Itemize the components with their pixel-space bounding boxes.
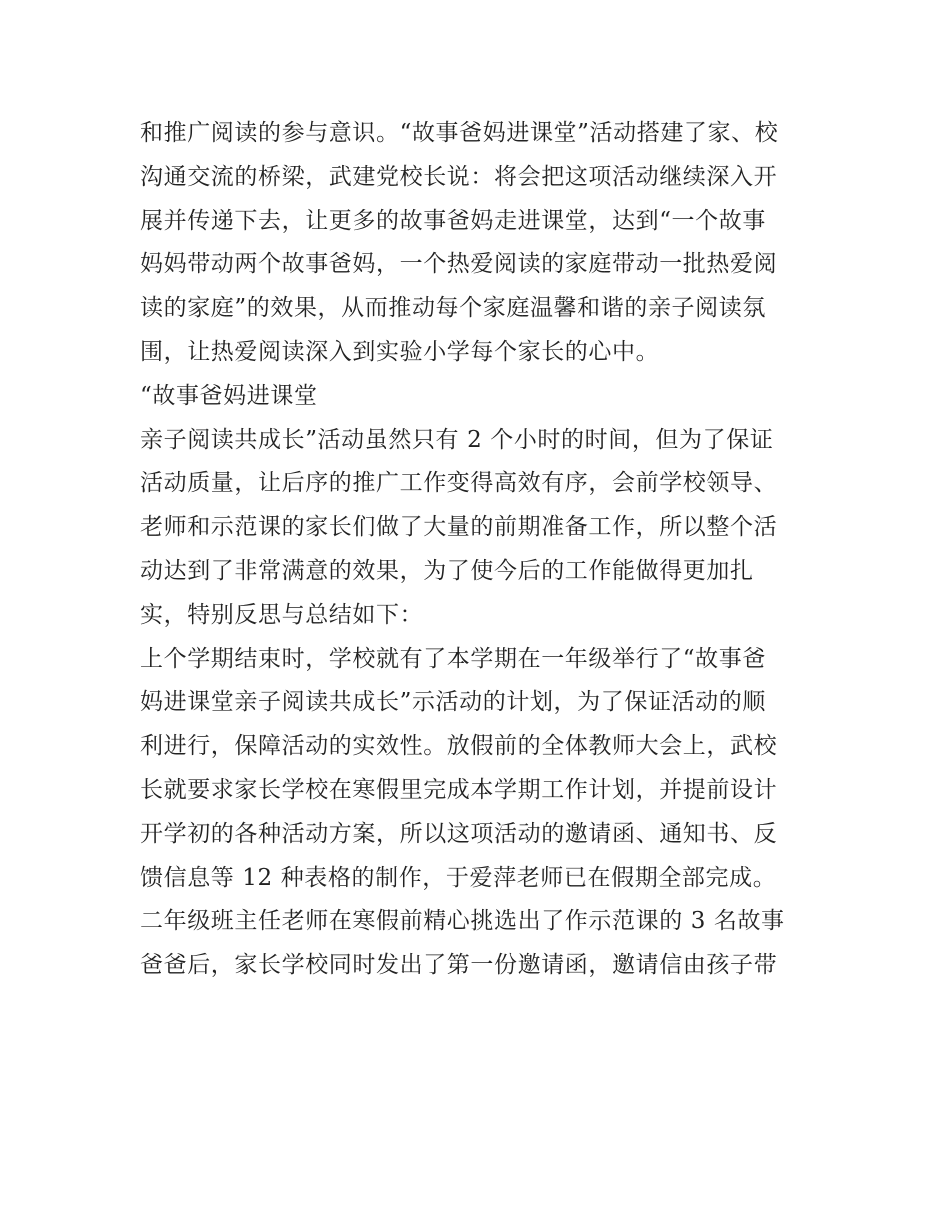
text-line: 亲子阅读共成长”活动虽然只有 2 个小时的时间，但为了保证: [140, 426, 774, 453]
text-line: 和推广阅读的参与意识。“故事爸妈进课堂”活动搭建了家、校: [140, 120, 779, 146]
text-line: 沟通交流的桥梁，武建党校长说：将会把这项活动继续深入开: [140, 163, 778, 190]
text-line: 妈妈带动两个故事爸妈，一个热爱阅读的家庭带动一批热爱阅: [140, 251, 778, 278]
text-line: 利进行，保障活动的实效性。放假前的全体教师大会上，武校: [140, 733, 778, 760]
text-line: 实，特别反思与总结如下：: [140, 601, 424, 628]
text-line: 动达到了非常满意的效果，为了使今后的工作能做得更加扎: [140, 557, 754, 584]
text-line: 爸爸后，家长学校同时发出了第一份邀请函，邀请信由孩子带: [140, 952, 778, 979]
text-line: 长就要求家长学校在寒假里完成本学期工作计划，并提前设计: [140, 776, 778, 803]
text-line: 围，让热爱阅读深入到实验小学每个家长的心中。: [140, 338, 660, 365]
text-line: 活动质量，让后序的推广工作变得高效有序，会前学校领导、: [140, 470, 778, 497]
body-text: [140, 112, 820, 988]
text-line: 开学初的各种活动方案，所以这项活动的邀请函、通知书、反: [140, 820, 778, 847]
text-line: 读的家庭”的效果，从而推动每个家庭温馨和谐的亲子阅读氛: [140, 295, 766, 322]
text-line: 馈信息等 12 种表格的制作，于爱萍老师已在假期全部完成。: [140, 864, 777, 891]
text-line: 二年级班主任老师在寒假前精心挑选出了作示范课的 3 名故事: [140, 908, 785, 935]
text-line: “故事爸妈进课堂: [140, 382, 318, 409]
text-line: 妈进课堂亲子阅读共成长”示活动的计划，为了保证活动的顺: [140, 689, 766, 716]
text-line: 老师和示范课的家长们做了大量的前期准备工作，所以整个活: [140, 514, 778, 541]
text-line: 展并传递下去，让更多的故事爸妈走进课堂，达到“一个故事: [140, 207, 766, 234]
text-line: 上个学期结束时，学校就有了本学期在一年级举行了“故事爸: [140, 645, 766, 672]
